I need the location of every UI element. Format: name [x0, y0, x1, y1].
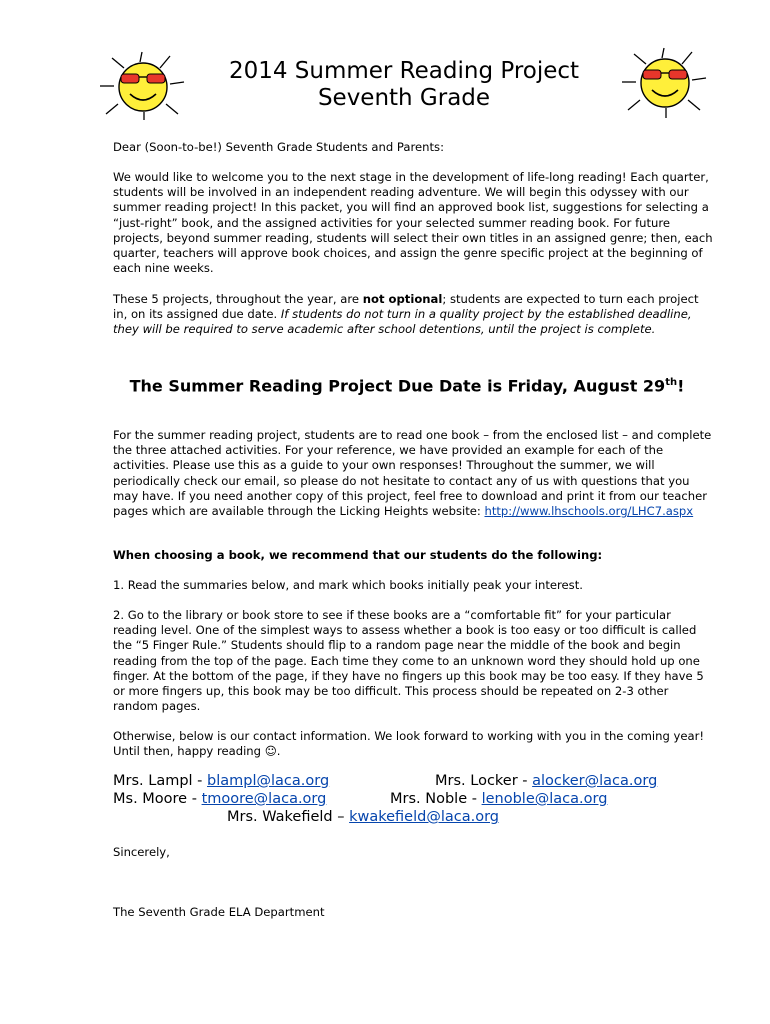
- choosing-heading: When choosing a book, we recommend that our students do the following:: [113, 548, 603, 562]
- summer-project-paragraph: [113, 428, 713, 519]
- projects-mid: ; students are expected to turn each project in, on its assigned due date.: [113, 292, 699, 322]
- email-link[interactable]: blampl@laca.org: [207, 773, 330, 789]
- intro-paragraph: We would like to welcome you to the next stage in the development of life-long reading! Each quarter, students will be involved in an independent reading adventure. We will begin this odyssey with our summer reading project! In this packet, you will find an approved book list, suggestions for selecting a “just-right” book, and the assigned activities for your selected summer reading book. For future projects, beyond summer reading, students will select their own titles in an assigned genre; then, each quarter, teachers will approve book choices, and assign the genre specific project at the beginning of each nine weeks.: [113, 170, 713, 276]
- sun-icon-right: [620, 46, 710, 120]
- contact-name: Mrs. Lampl -: [113, 773, 208, 789]
- title-line-2: Seventh Grade: [317, 85, 491, 111]
- step-2: 2. Go to the library or book store to see if these books are a “comfortable fit” for your particular reading level. One of the simplest ways to assess whether a book is too easy or too difficult is called the “5 Finger Rule.” Students should flip to a random page near the middle of the book and begin reading from the top of the page. Each time they come to an unknown word they should hold up one finger. At the bottom of the page, if they have no fingers up this book may be too easy. If they have 5 or more fingers up, this book may be too difficult. This process should be repeated on 2-3 other random pages.: [113, 608, 704, 714]
- email-link[interactable]: tmoore@laca.org: [201, 791, 327, 807]
- page-title: [200, 58, 608, 112]
- projects-warning: If students do not turn in a quality project by the established deadline, they will be required to serve academic after school detentions, until the project is complete.: [113, 307, 692, 337]
- contact-moore: [113, 790, 326, 808]
- due-date-end: !: [677, 376, 685, 396]
- contact-name: Mrs. Locker -: [435, 773, 533, 789]
- email-link[interactable]: lenoble@laca.org: [481, 791, 608, 807]
- due-date-heading: [113, 373, 701, 396]
- contact-name: Ms. Moore -: [113, 791, 202, 807]
- email-link[interactable]: alocker@laca.org: [532, 773, 658, 789]
- contact-locker: [435, 772, 657, 790]
- title-line-1: 2014 Summer Reading Project: [228, 58, 580, 84]
- not-optional-text: not optional: [362, 292, 443, 306]
- website-link[interactable]: http://www.lhschools.org/LHC7.aspx: [484, 504, 694, 519]
- contact-name: Mrs. Wakefield –: [227, 809, 350, 825]
- closing-paragraph: Otherwise, below is our contact information. We look forward to working with you in the coming year! Until then, happy reading ☺.: [113, 729, 704, 759]
- summer-project-text: For the summer reading project, students are to read one book – from the enclosed list – and complete the three attached activities. For your reference, we have provided an example for each of the activities. Please use this as a guide to your own responses! Throughout the summer, we will periodically check our email, so please do not hesitate to contact any of us with questions that you may have. If you need another copy of this project, feel free to download and print it from our teacher pages which are available through the Licking Heights website:: [113, 428, 712, 519]
- signature: The Seventh Grade ELA Department: [113, 905, 325, 919]
- email-link[interactable]: kwakefield@laca.org: [349, 809, 500, 825]
- step-1: 1. Read the summaries below, and mark which books initially peak your interest.: [113, 578, 583, 592]
- contact-noble: [390, 790, 607, 808]
- contact-name: Mrs. Noble -: [390, 791, 482, 807]
- projects-paragraph: [113, 292, 713, 338]
- projects-pre: These 5 projects, throughout the year, are: [113, 292, 363, 306]
- contact-lampl: [113, 772, 329, 790]
- contact-wakefield: [227, 808, 499, 826]
- due-date-main: The Summer Reading Project Due Date is Friday, August 29: [129, 376, 666, 396]
- sun-icon-left: [98, 50, 188, 122]
- sign-off: Sincerely,: [113, 845, 170, 859]
- salutation: Dear (Soon-to-be!) Seventh Grade Students and Parents:: [113, 140, 444, 154]
- due-date-sup: th: [665, 377, 678, 388]
